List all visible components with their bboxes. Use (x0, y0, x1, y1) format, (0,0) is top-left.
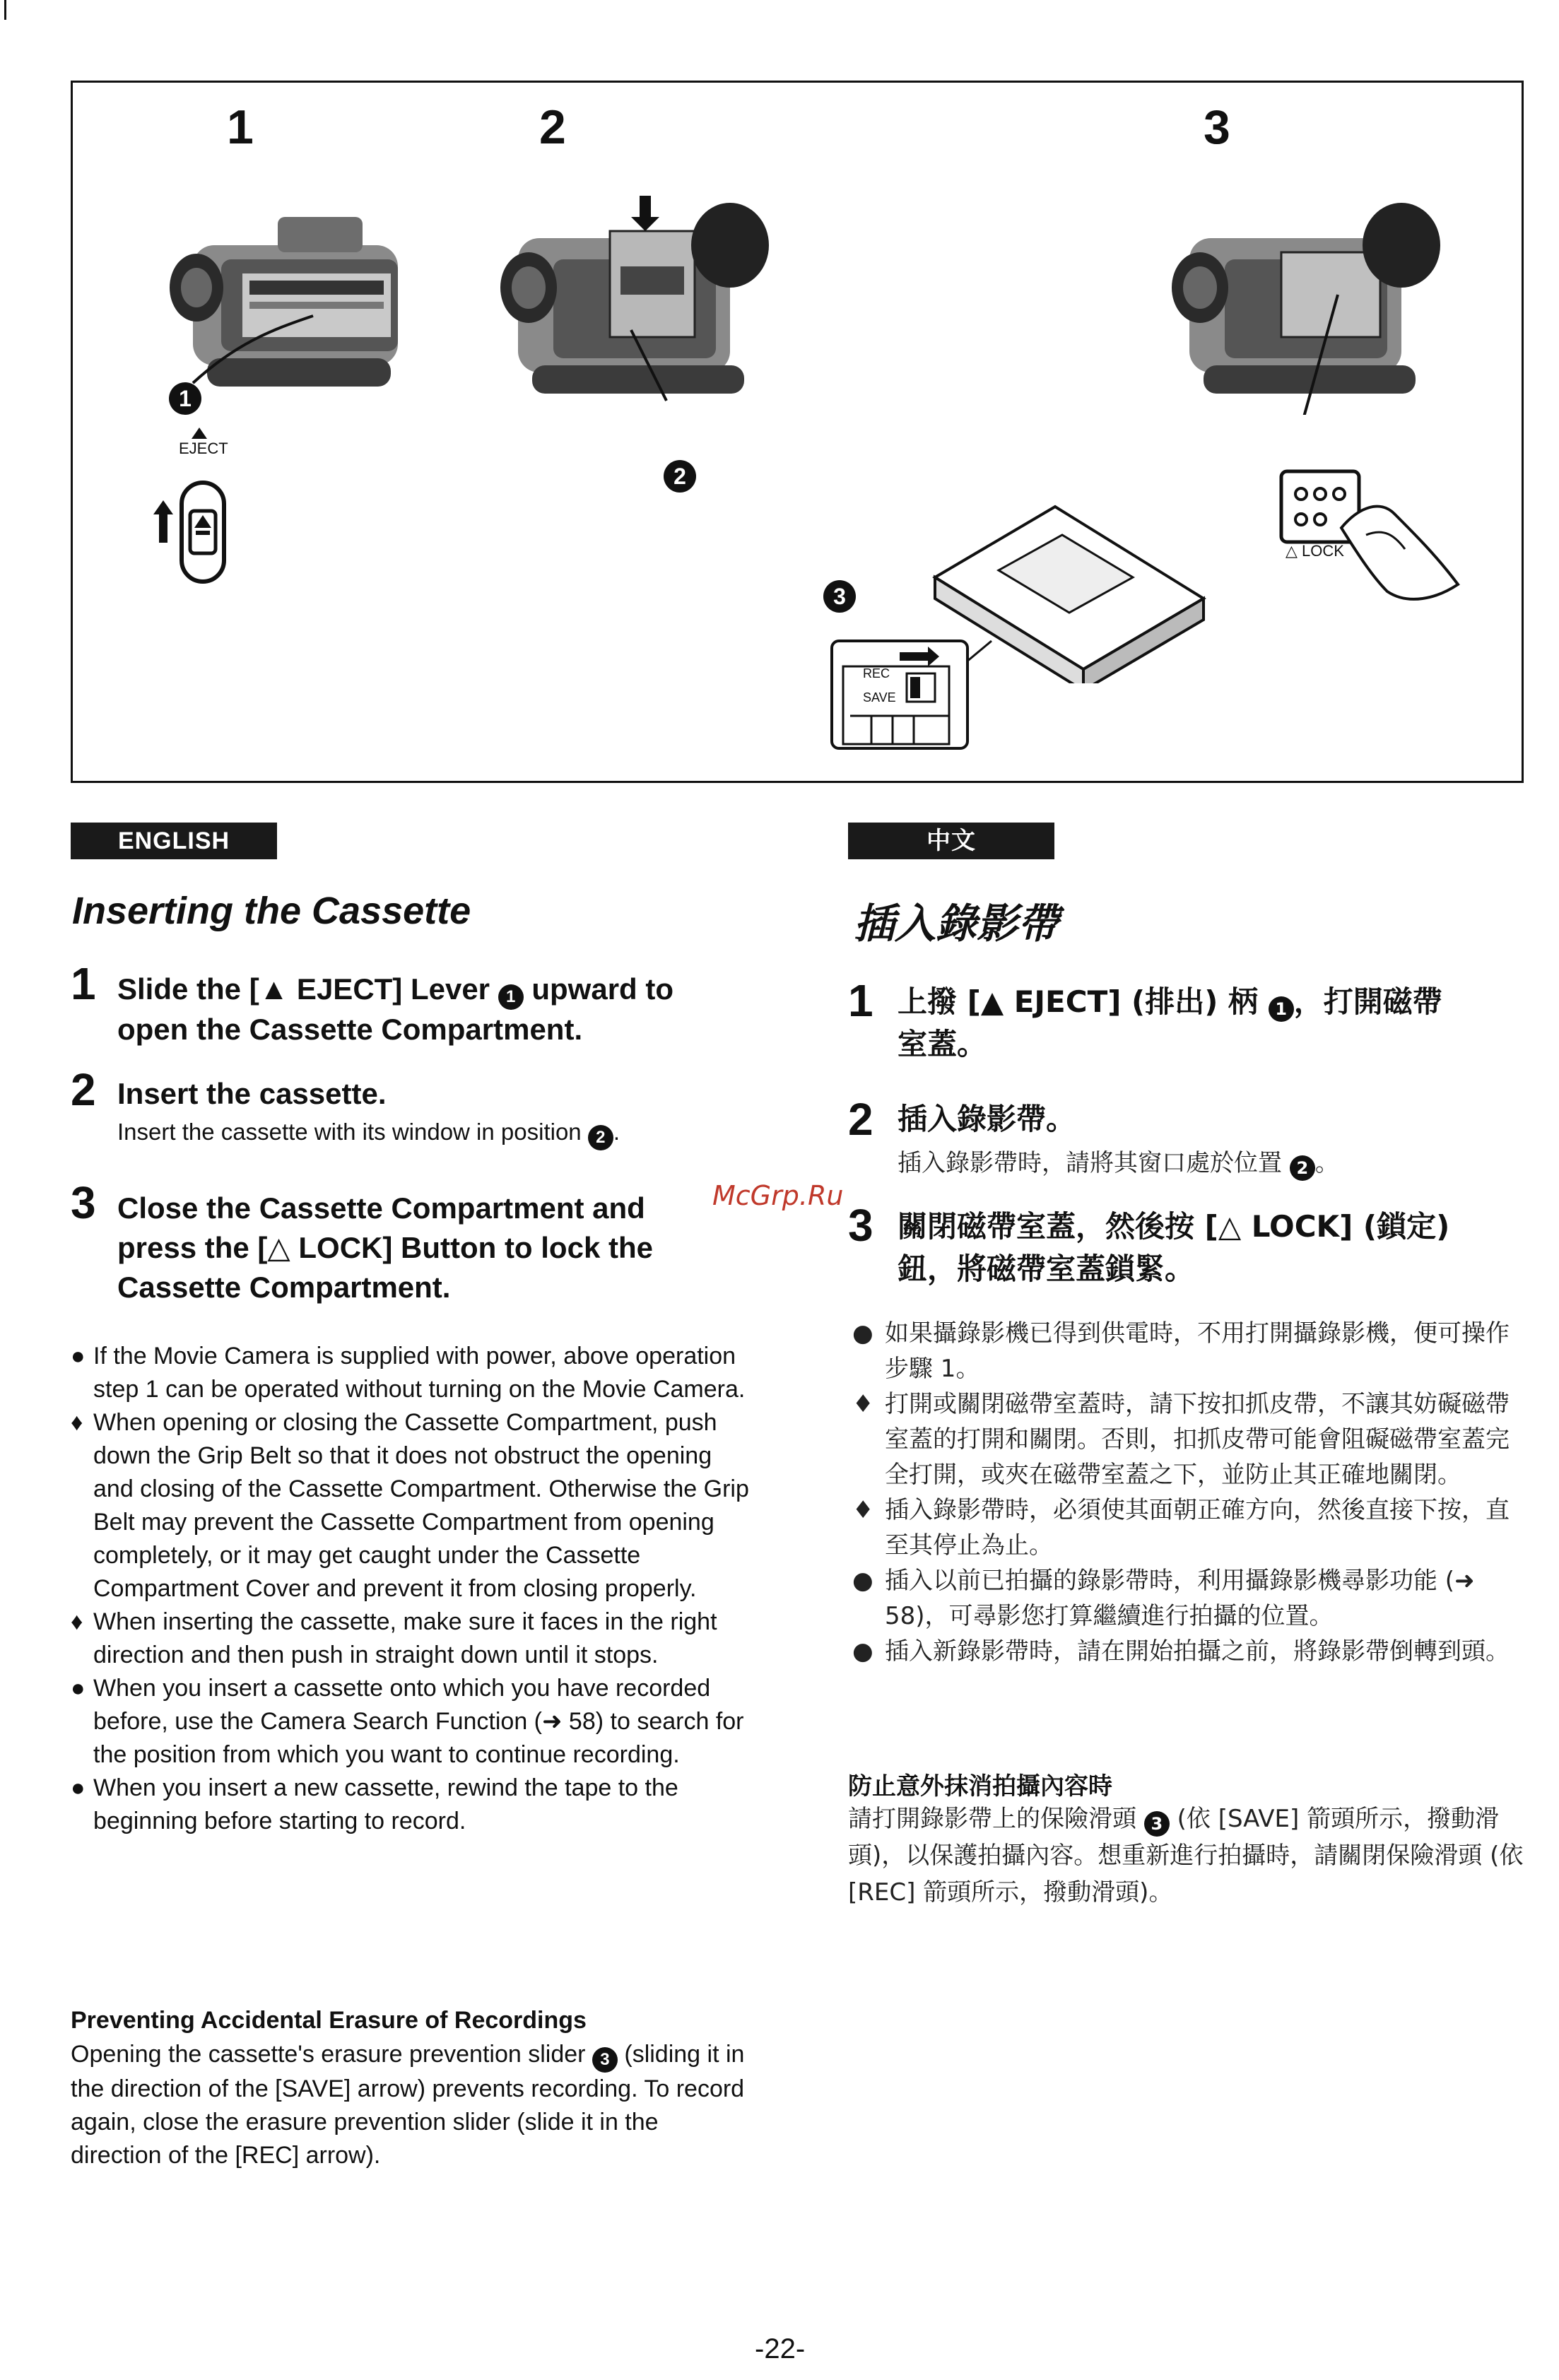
lock-button-detail (1260, 450, 1514, 613)
zh-step1-number: 1 (848, 975, 873, 1026)
eject-lever-illustration (139, 476, 231, 589)
list-item: ● If the Movie Camera is supplied with power, above operation step 1 can be operated without turning on the Movie Camera. (71, 1343, 746, 1403)
save-label: SAVE (863, 690, 896, 705)
rec-label: REC (863, 666, 890, 681)
chinese-section-label: 中文 (848, 823, 1054, 859)
badge-2: 2 (664, 460, 696, 493)
en-step1-text: Slide the [▲ EJECT] Lever 1 upward to open the Cassette Compartment. (117, 972, 674, 1046)
zh-step1-text: 上撥 [▲ EJECT] (排出) 柄 1 ，打開磁帶 室蓋。 (898, 984, 1442, 1061)
en-step1-badge: 1 (498, 984, 524, 1010)
eject-triangle-icon (192, 428, 207, 439)
chinese-title: 插入錄影帶 (854, 900, 1059, 948)
english-section-label: ENGLISH (71, 823, 277, 859)
english-title: Inserting the Cassette (72, 890, 471, 932)
list-item: ♦ When opening or closing the Cassette Compartment, push down the Grip Belt so that it does not obstruct the opening and closing of the Cassette Compartment. Otherwise the Grip Belt may prevent the Cassette Compartment from opening completely, or it may get caught under the Cassette Compartment Cover and prevent it from closing properly. (71, 1409, 749, 1602)
en-prevent-badge: 3 (592, 2047, 618, 2073)
list-item: ● 如果攝錄影機已得到供電時，不用打開攝錄影機，便可操作步驟 1。 (852, 1319, 1510, 1383)
badge-1: 1 (169, 382, 201, 415)
zh-step2-head: 插入錄影帶。 (898, 1102, 1076, 1136)
zh-prevent-badge: 3 (1144, 1811, 1170, 1837)
figure-step-3: 3 (1204, 100, 1230, 154)
badge-3: 3 (823, 580, 856, 613)
zh-notes-list (848, 1316, 1526, 1669)
illustration-frame (71, 81, 1524, 783)
list-item: ♦ When inserting the cassette, make sure it faces in the right direction and then push in straight down until it stops. (71, 1608, 717, 1668)
list-item: ● When you insert a new cassette, rewind the tape to the beginning before starting to record. (71, 1774, 678, 1834)
zh-prevent-heading: 防止意外抹消拍攝內容時 (848, 1772, 1112, 1801)
camcorder-insert-illustration (490, 189, 787, 415)
en-step2-head: Insert the cassette. (117, 1077, 387, 1110)
zh-step2-number: 2 (848, 1094, 873, 1145)
en-step3-text: Close the Cassette Compartment and press the [△ LOCK] Button to lock the Cassette Compartment. (117, 1191, 653, 1304)
crop-mark (4, 0, 6, 20)
list-item: ♦ 插入錄影帶時，必須使其面朝正確方向，然後直接下按，直至其停止為止。 (852, 1496, 1510, 1560)
camcorder-open-illustration (165, 203, 398, 408)
en-step2-sub: Insert the cassette with its window in position 2 . (117, 1117, 620, 1150)
list-item: ♦ 打開或關閉磁帶室蓋時，請下按扣抓皮帶，不讓其妨礙磁帶室蓋的打開和關閉。否則，扣抓皮帶可能會阻礙磁帶室蓋完全打開，或夾在磁帶室蓋之下，並防止其正確地關閉。 (852, 1390, 1510, 1489)
camcorder-close-illustration (1161, 189, 1458, 415)
list-item: ● 插入以前已拍攝的錄影帶時，利用攝錄影機尋影功能 (➜ 58)，可尋影您打算繼續進行拍攝的位置。 (852, 1567, 1475, 1630)
en-step3-number: 3 (71, 1177, 96, 1228)
list-item: ● 插入新錄影帶時，請在開始拍攝之前，將錄影帶倒轉到頭。 (852, 1637, 1510, 1666)
en-step1-number: 1 (71, 958, 96, 1009)
figure-step-2: 2 (539, 100, 566, 154)
zh-step3-number: 3 (848, 1200, 873, 1251)
zh-step2-badge: 2 (1290, 1155, 1315, 1181)
zh-step2-sub: 插入錄影帶時，請將其窗口處於位置 2 。 (898, 1148, 1339, 1181)
page-number: -22- (755, 2333, 806, 2364)
en-notes-list (71, 1340, 749, 1838)
en-prevent-heading: Preventing Accidental Erasure of Recordings (71, 2007, 587, 2034)
en-prevent-body: Opening the cassette's erasure prevention slider 3 (sliding it in the direction of the [SAVE] arrow) prevents recording. To record again, close the erasure prevention slider (slide it in the direction of the [REC] arrow). (71, 2041, 745, 2169)
eject-label: EJECT (179, 440, 228, 457)
figure-step-1: 1 (227, 100, 254, 154)
zh-prevent-body: 請打開錄影帶上的保險滑頭 3 (依 [SAVE] 箭頭所示，撥動滑頭)，以保護拍攝內容。想重新進行拍攝時，請關閉保險滑頭 (依 [REC] 箭頭所示，撥動滑頭)。 (848, 1805, 1524, 1907)
list-item: ● When you insert a cassette onto which you have recorded before, use the Camera Search Function (➜ 58) to search for the position from which you want to continue recording. (71, 1675, 744, 1768)
en-step2-number: 2 (71, 1064, 96, 1115)
watermark: McGrp.Ru (712, 1180, 844, 1211)
erasure-slider-detail (829, 638, 970, 751)
en-step2-badge: 2 (588, 1125, 613, 1150)
zh-step1-badge: 1 (1269, 996, 1294, 1022)
lock-label: △ LOCK (1286, 542, 1344, 560)
zh-step3-text: 關閉磁帶室蓋，然後按 [△ LOCK] (鎖定) 鈕，將磁帶室蓋鎖緊。 (898, 1209, 1450, 1286)
